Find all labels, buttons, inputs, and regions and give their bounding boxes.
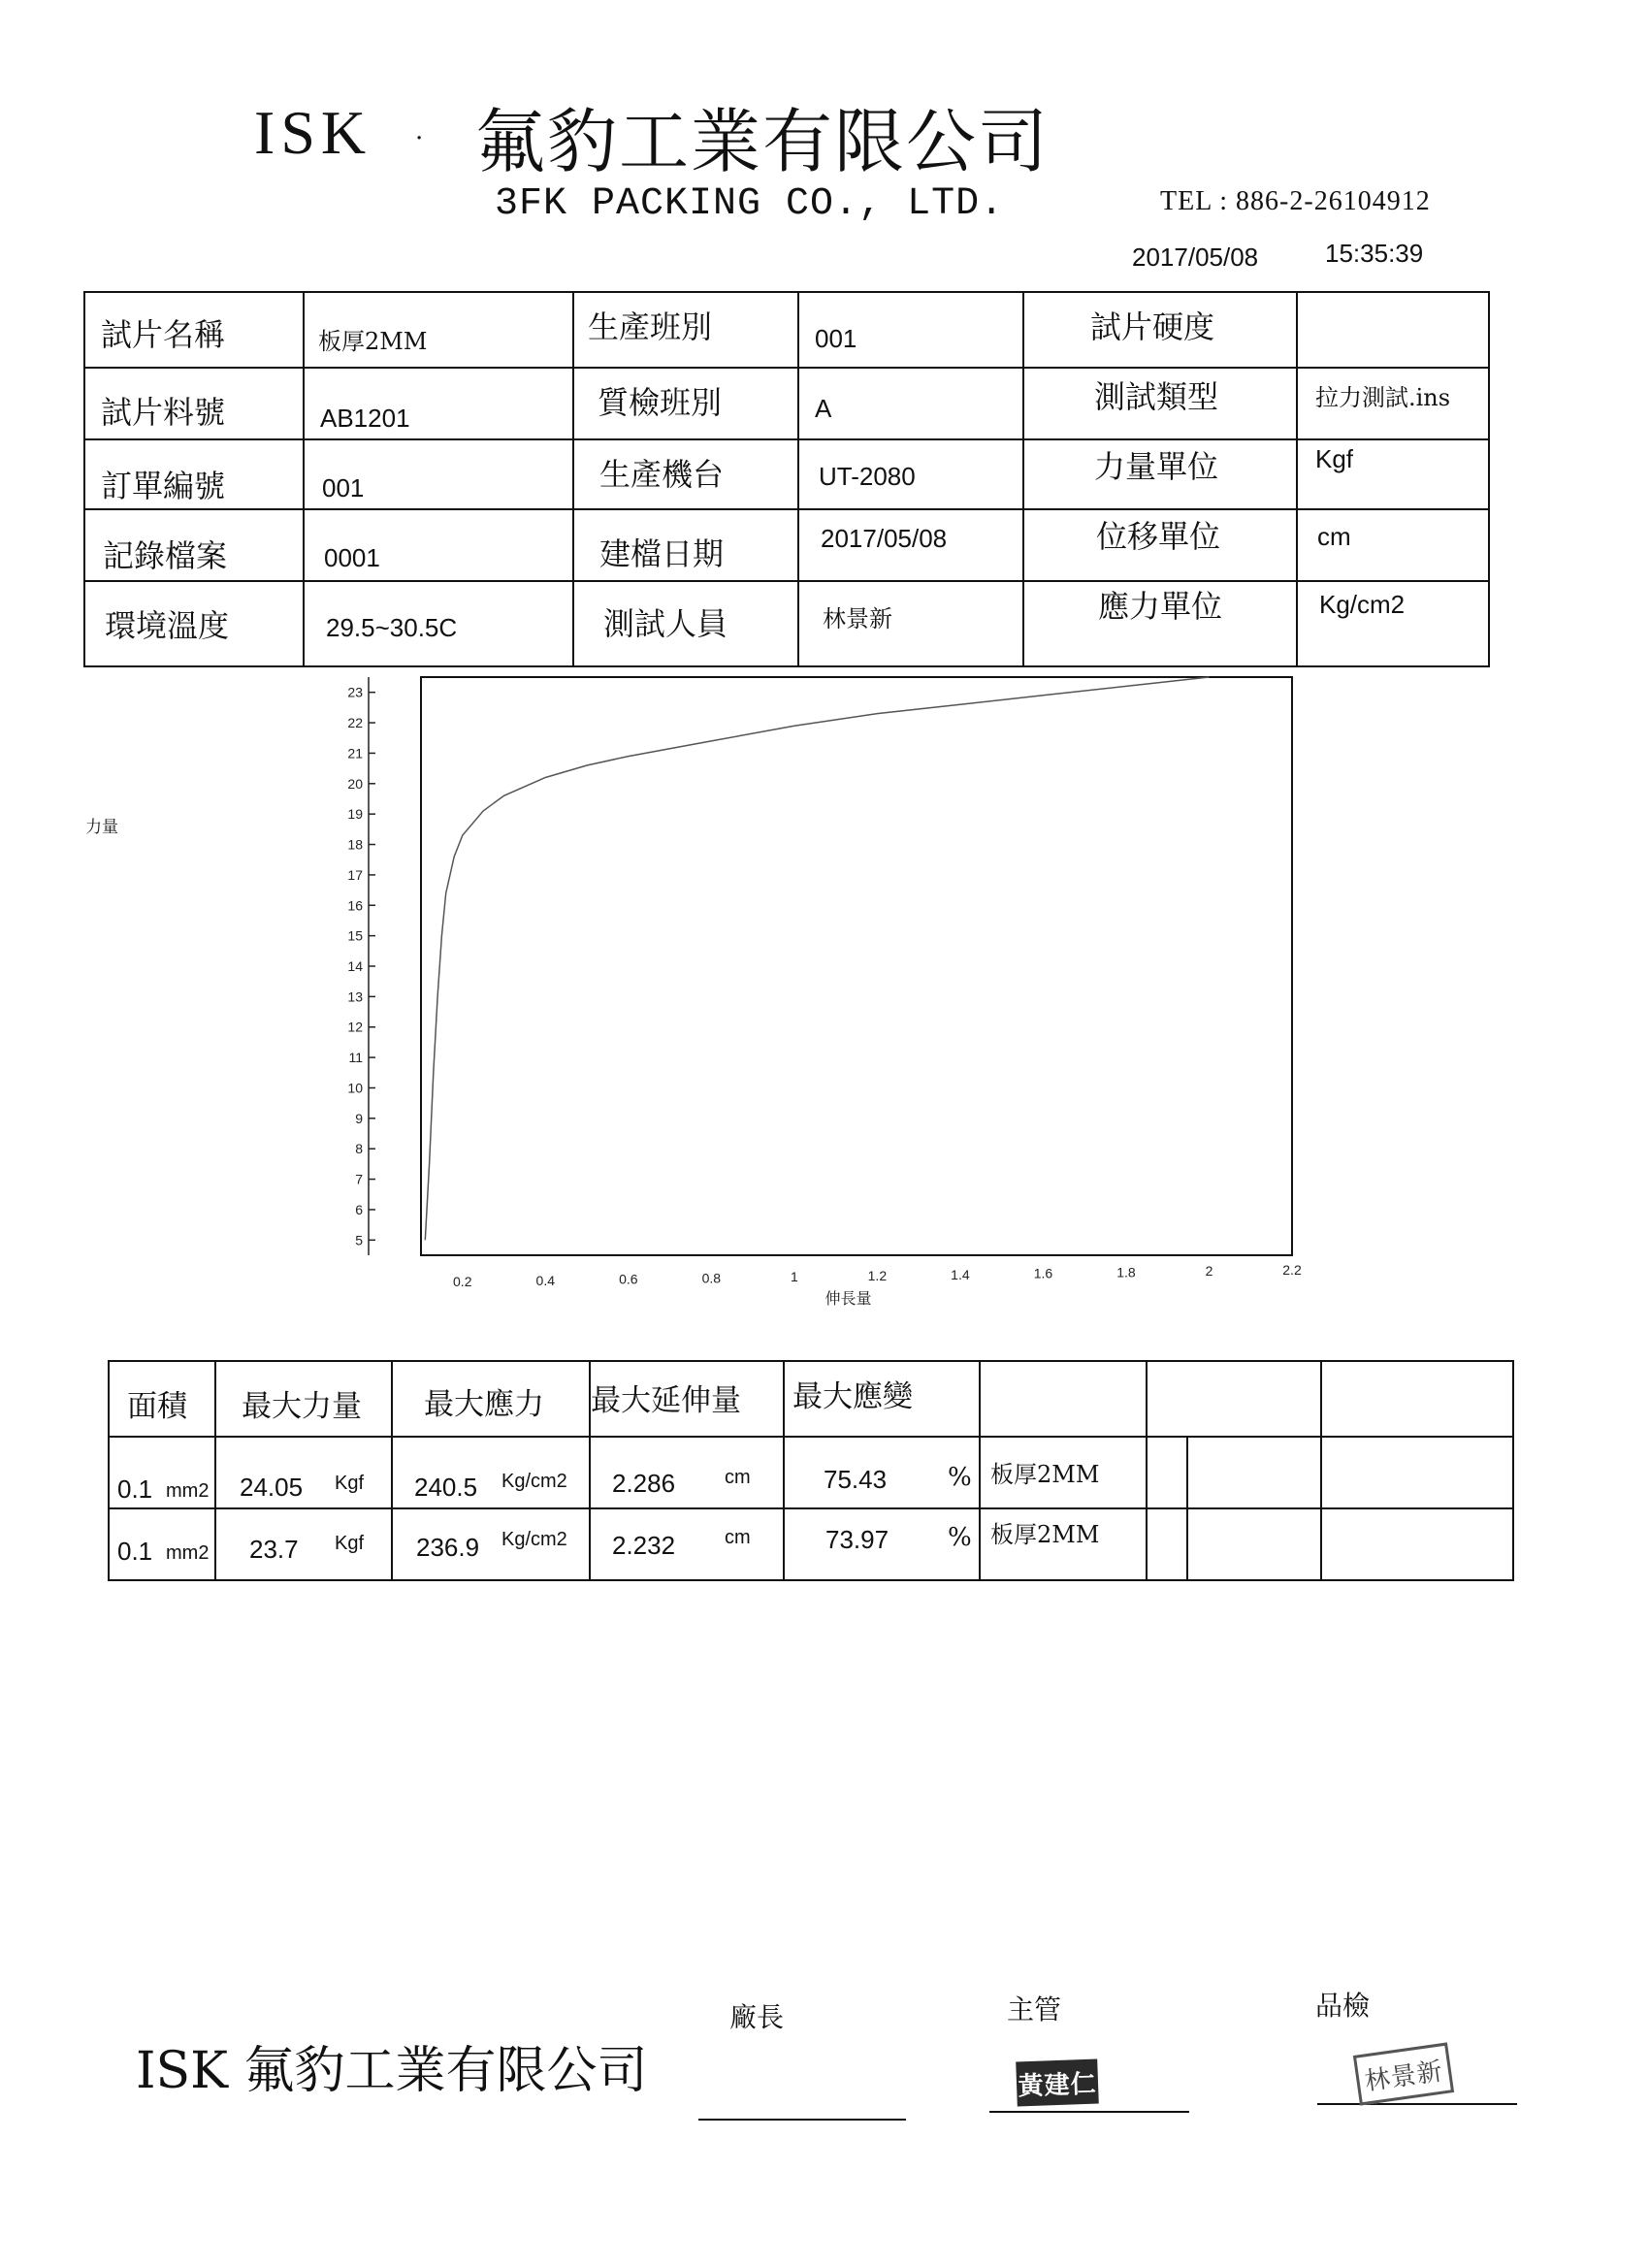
value-record-file: 0001 (324, 543, 380, 572)
y-axis-label: 力量 (85, 817, 118, 836)
value-order-no: 001 (322, 473, 365, 502)
row2-elongation-unit: cm (725, 1527, 751, 1548)
force-elongation-chart (78, 669, 1302, 1310)
value-created-date: 2017/05/08 (821, 524, 948, 553)
report-date: 2017/05/08 (1132, 243, 1259, 272)
row1-max-strain: 75.43 (824, 1465, 888, 1494)
signature-line-supervisor (989, 2111, 1189, 2113)
y-tick-label: 6 (355, 1201, 363, 1217)
y-tick-label: 18 (347, 836, 363, 853)
row1-force-unit: Kgf (335, 1473, 365, 1494)
y-tick-label: 15 (347, 927, 363, 944)
row2-max-elongation: 2.232 (612, 1531, 676, 1560)
header-max-elongation: 最大延伸量 (591, 1383, 741, 1418)
y-tick-label: 23 (347, 684, 363, 700)
specimen-info-table (83, 291, 1490, 667)
x-tick-label: 2 (1205, 1263, 1213, 1280)
y-tick-label: 21 (347, 745, 363, 761)
y-tick-label: 7 (355, 1171, 363, 1187)
x-tick-label: 1.8 (1116, 1264, 1136, 1280)
company-logo-text: ISK (254, 98, 372, 167)
y-tick-label: 9 (355, 1110, 363, 1126)
label-specimen-part-no: 試片料號 (101, 394, 226, 431)
value-displacement-unit: cm (1317, 522, 1351, 551)
y-tick-label: 13 (347, 988, 363, 1005)
label-specimen-name: 試片名稱 (101, 316, 226, 353)
value-ambient-temp: 29.5~30.5C (326, 613, 458, 642)
value-production-shift: 001 (815, 324, 857, 353)
label-displacement-unit: 位移單位 (1096, 518, 1221, 555)
x-axis (453, 1262, 1302, 1289)
header-area: 面積 (127, 1389, 187, 1424)
row2-max-force: 23.7 (249, 1535, 299, 1564)
value-stress-unit: Kg/cm2 (1319, 590, 1406, 619)
results-table (108, 1360, 1514, 1581)
row2-max-strain: 73.97 (825, 1525, 889, 1554)
y-axis (347, 677, 375, 1255)
x-tick-label: 1.6 (1033, 1265, 1053, 1281)
plot-frame (421, 677, 1292, 1255)
header-max-force: 最大力量 (242, 1389, 362, 1424)
inspector-seal-text: 林景新 (1363, 2056, 1445, 2096)
header-max-stress: 最大應力 (424, 1387, 544, 1422)
row1-area: 0.1 (117, 1474, 153, 1504)
row1-area-unit: mm2 (166, 1480, 210, 1502)
row2-max-stress: 236.9 (416, 1533, 480, 1562)
y-tick-label: 16 (347, 897, 363, 914)
supervisor-seal-stamp (1016, 2059, 1099, 2107)
footer-company-name: ISK 氟豹工業有限公司 (136, 2042, 648, 2100)
x-axis-label: 伸長量 (824, 1291, 872, 1308)
label-order-no: 訂單編號 (101, 468, 226, 504)
company-name-chinese: 氟豹工業有限公司 (475, 101, 1051, 182)
value-qc-shift: A (815, 394, 832, 423)
row1-stress-unit: Kg/cm2 (501, 1471, 567, 1492)
value-force-unit: Kgf (1315, 444, 1354, 473)
signature-line-factory-director (698, 2119, 906, 2121)
row1-max-force: 24.05 (240, 1473, 304, 1502)
y-tick-label: 12 (347, 1019, 363, 1035)
x-tick-label: 0.4 (535, 1272, 556, 1288)
row2-specimen-name: 板厚2MM (990, 1521, 1100, 1548)
value-specimen-name: 板厚2MM (318, 328, 428, 355)
y-tick-label: 11 (348, 1050, 363, 1066)
row1-specimen-name: 板厚2MM (990, 1461, 1100, 1488)
x-tick-label: 0.6 (619, 1271, 638, 1287)
label-tester: 測試人員 (603, 605, 728, 642)
force-curve (425, 677, 1209, 1240)
y-tick-label: 19 (347, 806, 363, 823)
value-production-machine: UT-2080 (819, 462, 916, 491)
label-stress-unit: 應力單位 (1098, 588, 1223, 625)
signature-line-quality-inspection (1317, 2103, 1517, 2105)
supervisor-seal-text: 黃建仁 (1018, 2069, 1098, 2101)
row2-force-unit: Kgf (335, 1533, 365, 1554)
x-tick-label: 2.2 (1282, 1262, 1302, 1278)
header-max-strain: 最大應變 (792, 1379, 913, 1414)
y-tick-label: 10 (347, 1080, 363, 1096)
x-tick-label: 0.2 (453, 1274, 472, 1289)
y-tick-label: 22 (347, 715, 363, 731)
inspector-seal-stamp (1353, 2042, 1454, 2105)
sign-label-quality-inspection: 品檢 (1315, 1990, 1371, 2022)
row2-stress-unit: Kg/cm2 (501, 1529, 567, 1550)
label-specimen-hardness: 試片硬度 (1090, 308, 1215, 345)
label-force-unit: 力量單位 (1094, 448, 1219, 485)
x-tick-label: 1 (790, 1269, 798, 1285)
y-tick-label: 20 (347, 775, 363, 792)
company-name-english: 3FK PACKING CO., LTD. (495, 182, 1005, 226)
row1-max-stress: 240.5 (414, 1473, 478, 1502)
value-test-type: 拉力測試.ins (1315, 384, 1451, 411)
row1-strain-unit: % (948, 1463, 972, 1492)
y-tick-label: 14 (347, 958, 363, 974)
row1-max-elongation: 2.286 (612, 1469, 676, 1498)
label-test-type: 測試類型 (1094, 378, 1219, 415)
value-specimen-part-no: AB1201 (320, 404, 410, 433)
row2-area-unit: mm2 (166, 1542, 210, 1564)
x-tick-label: 1.2 (867, 1268, 888, 1283)
label-qc-shift: 質檢班別 (598, 384, 723, 421)
row2-area: 0.1 (117, 1537, 153, 1566)
y-tick-label: 5 (355, 1232, 363, 1248)
row2-strain-unit: % (948, 1523, 972, 1552)
y-tick-label: 17 (347, 866, 363, 883)
report-time: 15:35:39 (1325, 239, 1424, 268)
sign-label-supervisor: 主管 (1007, 1993, 1062, 2025)
sign-label-factory-director: 廠長 (729, 2001, 785, 2033)
label-production-machine: 生產機台 (599, 456, 725, 493)
label-created-date: 建檔日期 (599, 535, 725, 572)
value-tester: 林景新 (823, 605, 892, 632)
telephone: TEL : 886-2-26104912 (1160, 186, 1431, 216)
header-dot: · (415, 124, 424, 153)
row1-elongation-unit: cm (725, 1467, 751, 1488)
label-ambient-temp: 環境溫度 (105, 607, 230, 644)
label-production-shift: 生產班別 (588, 308, 713, 345)
y-tick-label: 8 (355, 1141, 363, 1157)
x-tick-label: 0.8 (701, 1270, 722, 1286)
label-record-file: 記錄檔案 (103, 537, 228, 574)
x-tick-label: 1.4 (951, 1266, 970, 1282)
